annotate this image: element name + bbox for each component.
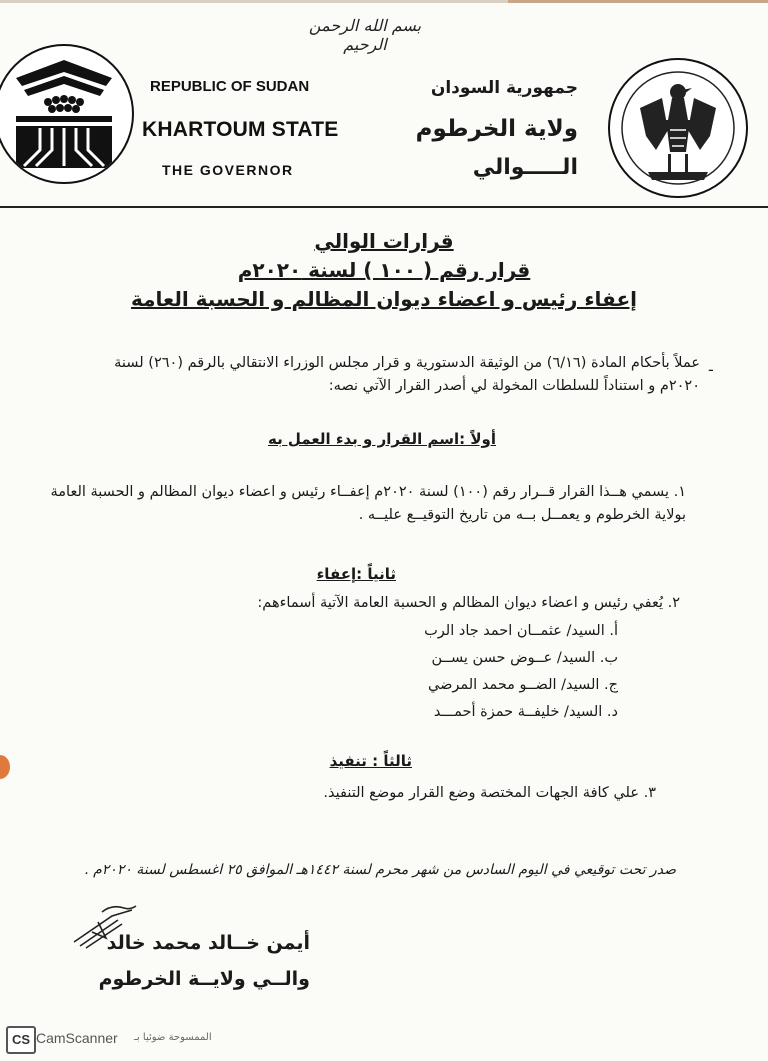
camscanner-logo: CS xyxy=(6,1026,36,1054)
edge-marker xyxy=(0,755,10,779)
decree-number: قرار رقم ( ١٠٠ ) لسنة ٢٠٢٠م xyxy=(237,258,531,282)
camscanner-arabic-note: الممسوحة ضوئيا بـ xyxy=(134,1032,212,1043)
sudan-coat-of-arms xyxy=(608,58,748,198)
section-second-text: ٢. يُعفي رئيس و اعضاء ديوان المظالم و الحسبة العامة الآتية أسماءهم: xyxy=(257,595,680,611)
list-item: أ. السيد/ عثمــان احمد جاد الرب xyxy=(424,623,618,639)
signer-title: والــي ولايــة الخرطوم xyxy=(98,968,310,990)
header-divider xyxy=(0,206,768,208)
header-governor-en: THE GOVERNOR xyxy=(162,162,294,178)
section-second-title: ثانياً :إعفاء xyxy=(316,565,396,583)
basmala-calligraphy: بسم الله الرحمن الرحيم xyxy=(308,16,422,54)
signer-name: أيمن خــالد محمد خالد xyxy=(106,932,310,954)
header-state-en: KHARTOUM STATE xyxy=(142,118,339,141)
list-item: ج. السيد/ الضــو محمد المرضي xyxy=(427,677,618,693)
header-governor-ar: الـــــوالي xyxy=(472,155,578,180)
list-item: د. السيد/ خليفــة حمزة أحمـــد xyxy=(433,704,618,720)
names-list xyxy=(218,618,618,726)
header-republic-ar: جمهورية السودان xyxy=(430,78,578,98)
section-first-text: ١. يسمي هــذا القرار قــرار رقم (١٠٠) لسنة ٢٠٢٠م إعفــاء رئيس و اعضاء ديوان المظالم و الحسبة العامة بولاية الخرطوم و يعمــل بــه من تاريخ التوقيــع عليــه . xyxy=(50,484,686,523)
intro-paragraph: عملاً بأحكام المادة (٦/١٦) من الوثيقة الدستورية و قرار مجلس الوزراء الانتقالي بالرقم (٢٦٠) لسنة ٢٠٢٠م و استناداً للسلطات المخولة لي أصدر القرار الآتي نصه: xyxy=(114,355,700,394)
section-third-title: ثالثاً : تنفيذ xyxy=(329,752,412,770)
section-first-title: أولاً :اسم القرار و بدء العمل به xyxy=(267,430,496,448)
top-edge xyxy=(0,0,768,3)
khartoum-emblem-icon xyxy=(0,46,132,182)
decree-subject: إعفاء رئيس و اعضاء ديوان المظالم و الحسبة العامة xyxy=(131,287,637,311)
header-state-ar: ولاية الخرطوم xyxy=(415,116,578,142)
camscanner-brand: CamScanner xyxy=(36,1030,118,1046)
intro-bullet: - xyxy=(708,360,714,379)
section-third-text: ٣. علي كافة الجهات المختصة وضع القرار موضع التنفيذ. xyxy=(323,785,656,801)
khartoum-state-logo xyxy=(0,44,134,184)
secretary-bird-emblem-icon xyxy=(610,60,746,196)
header-republic-en: REPUBLIC OF SUDAN xyxy=(150,78,310,95)
document-title: قرارات الوالي xyxy=(314,229,454,253)
issued-statement: صدر تحت توقيعي في اليوم السادس من شهر محرم لسنة ١٤٤٢هـ الموافق ٢٥ اغسطس لسنة ٢٠٢٠م . xyxy=(84,862,676,878)
list-item: ب. السيد/ عــوض حسن يســن xyxy=(431,650,618,666)
